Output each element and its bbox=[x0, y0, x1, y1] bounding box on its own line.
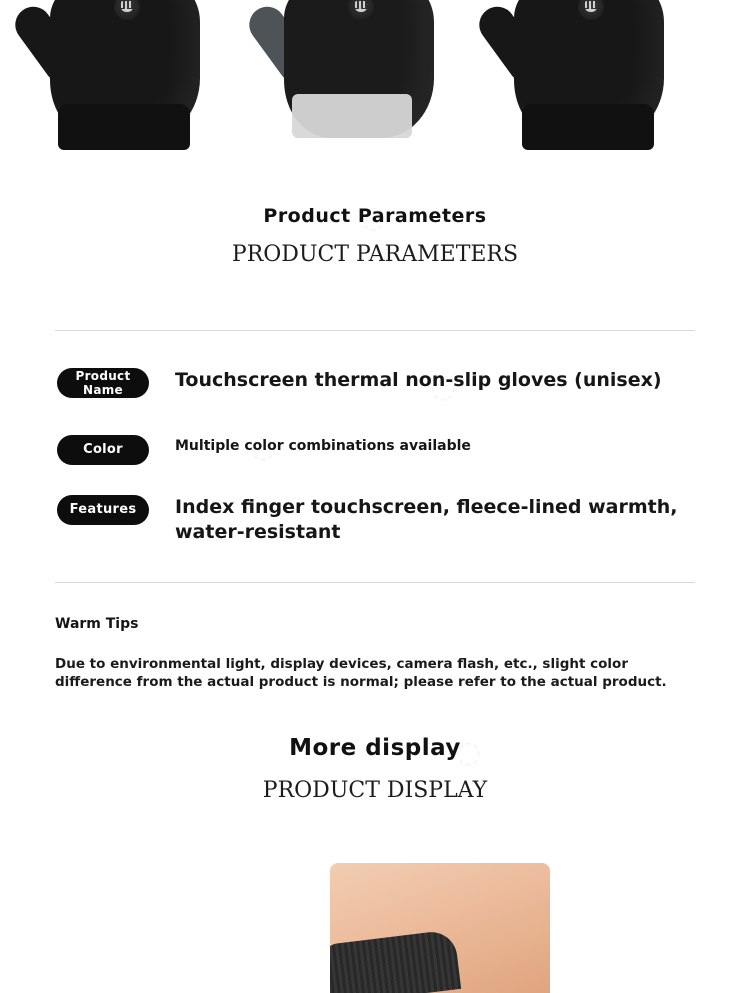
parameters-heading-en: PRODUCT PARAMETERS bbox=[231, 242, 519, 267]
parameters-heading-cn: Product Parameters bbox=[263, 205, 487, 227]
warm-tips-title: Warm Tips bbox=[55, 616, 139, 632]
glove-cuff bbox=[292, 94, 412, 138]
glove-cuff bbox=[58, 104, 190, 150]
spec-label-product-name: Product Name bbox=[57, 368, 149, 398]
display-section-header bbox=[0, 736, 750, 803]
spec-label-color: Color bbox=[57, 435, 149, 465]
spec-row-product-name bbox=[57, 368, 697, 398]
spec-value-features: Index finger touchscreen, fleece-lined warmth, water-resistant bbox=[175, 496, 678, 543]
spec-row-features bbox=[57, 495, 697, 545]
spec-row-color bbox=[57, 435, 697, 465]
divider-bottom bbox=[55, 582, 695, 583]
spec-value-product-name: Touchscreen thermal non-slip gloves (unisex) bbox=[175, 369, 662, 391]
parameters-section-header bbox=[0, 204, 750, 267]
spec-value-color: Multiple color combinations available bbox=[175, 438, 471, 454]
warm-tips-body: Due to environmental light, display devices, camera flash, etc., slight color difference from the actual product is normal; please refer to the actual product. bbox=[55, 656, 667, 690]
glove-image-right bbox=[492, 0, 697, 150]
display-heading-cn: More display bbox=[289, 735, 461, 761]
display-heading-en: PRODUCT DISPLAY bbox=[262, 778, 488, 803]
divider-top bbox=[55, 330, 695, 331]
glove-cuff bbox=[522, 104, 654, 150]
product-display-photo bbox=[330, 863, 550, 993]
spec-label-features: Features bbox=[57, 495, 149, 525]
product-photo-strip bbox=[0, 0, 750, 160]
glove-image-left bbox=[28, 0, 233, 150]
glove-image-center bbox=[262, 0, 467, 150]
